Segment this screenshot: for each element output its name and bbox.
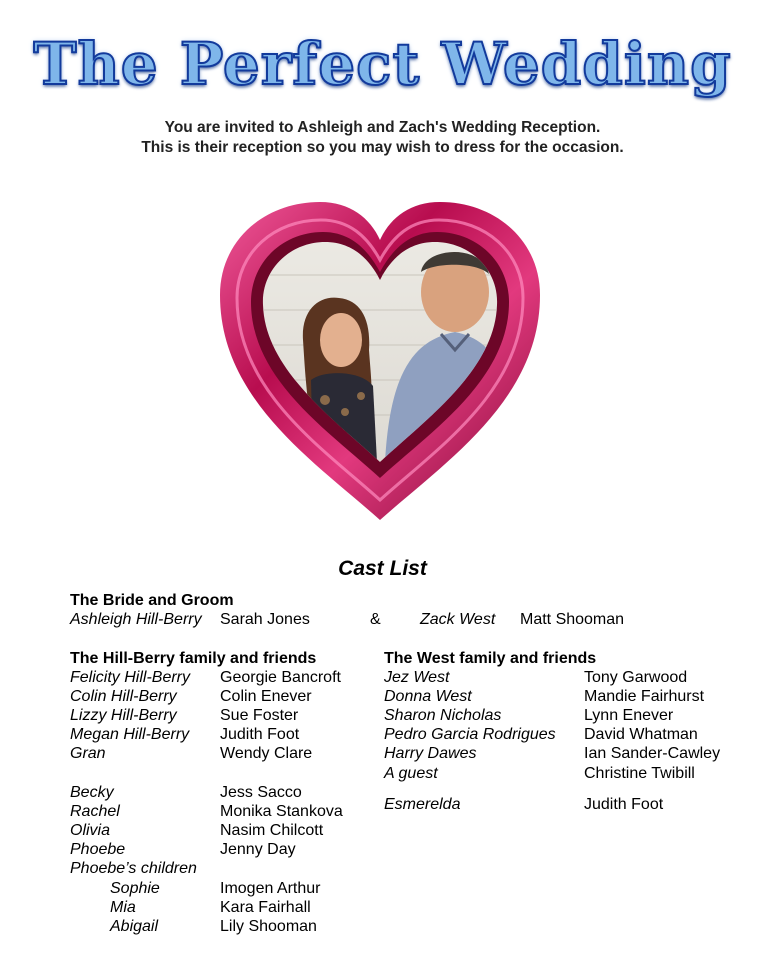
cast-role: Pedro Garcia Rodrigues [384, 726, 556, 743]
cast-actor: Imogen Arthur [220, 880, 321, 897]
cast-list-heading: Cast List [338, 557, 427, 580]
page-title: The Perfect Wedding [33, 30, 732, 98]
cast-actor: Jess Sacco [220, 784, 302, 801]
cast-actor: Sue Foster [220, 707, 299, 724]
cast-actor: Colin Enever [220, 688, 312, 705]
groom-actor: Matt Shooman [520, 611, 625, 628]
cast-actor: Lily Shooman [220, 918, 317, 935]
groom-role: Zack West [420, 611, 496, 628]
cast-actor: Tony Garwood [584, 669, 688, 686]
cast-actor: Judith Foot [220, 726, 300, 743]
cast-role: Jez West [384, 669, 450, 686]
cast-actor: Lynn Enever [584, 707, 674, 724]
invite-line-1: You are invited to Ashleigh and Zach's Wedding Reception. [164, 119, 601, 136]
cast-actor: Georgie Bancroft [220, 669, 341, 686]
cast-actor: Judith Foot [584, 796, 664, 813]
cast-role: Sharon Nicholas [384, 707, 502, 724]
west-heading: The West family and friends [384, 650, 597, 667]
cast-role: Mia [110, 899, 136, 916]
cast-role: Rachel [70, 803, 120, 820]
cast-actor: Kara Fairhall [220, 899, 311, 916]
heart-frame-photo-icon [215, 200, 545, 522]
heart-photo-frame [215, 200, 545, 522]
cast-role: Colin Hill-Berry [70, 688, 177, 705]
cast-role: Esmerelda [384, 796, 461, 813]
cast-role: A guest [384, 765, 438, 782]
cast-role: Harry Dawes [384, 745, 477, 762]
cast-role: Lizzy Hill-Berry [70, 707, 177, 724]
cast-actor: Monika Stankova [220, 803, 343, 820]
cast-actor: Wendy Clare [220, 745, 313, 762]
hill-berry-heading: The Hill-Berry family and friends [70, 650, 317, 667]
bride-actor: Sarah Jones [220, 611, 310, 628]
cast-actor: Mandie Fairhurst [584, 688, 705, 705]
cast-role: Phoebe’s children [70, 860, 197, 877]
cast-role: Olivia [70, 822, 111, 839]
cast-role: Becky [70, 784, 114, 801]
ampersand: & [370, 611, 381, 628]
cast-actor: Jenny Day [220, 841, 296, 858]
cast-role: Sophie [110, 880, 160, 897]
cast-actor: Nasim Chilcott [220, 822, 324, 839]
cast-role: Donna West [384, 688, 472, 705]
cast-role: Gran [70, 745, 106, 762]
cast-role: Phoebe [70, 841, 126, 858]
cast-role: Abigail [110, 918, 159, 935]
cast-role: Megan Hill-Berry [70, 726, 190, 743]
cast-actor: Christine Twibill [584, 765, 695, 782]
cast-role: Felicity Hill-Berry [70, 669, 190, 686]
cast-actor: David Whatman [584, 726, 698, 743]
invite-line-2: This is their reception so you may wish to dress for the occasion. [141, 139, 624, 156]
bride-role: Ashleigh Hill-Berry [70, 611, 202, 628]
bride-groom-heading: The Bride and Groom [70, 592, 234, 609]
cast-actor: Ian Sander-Cawley [584, 745, 721, 762]
